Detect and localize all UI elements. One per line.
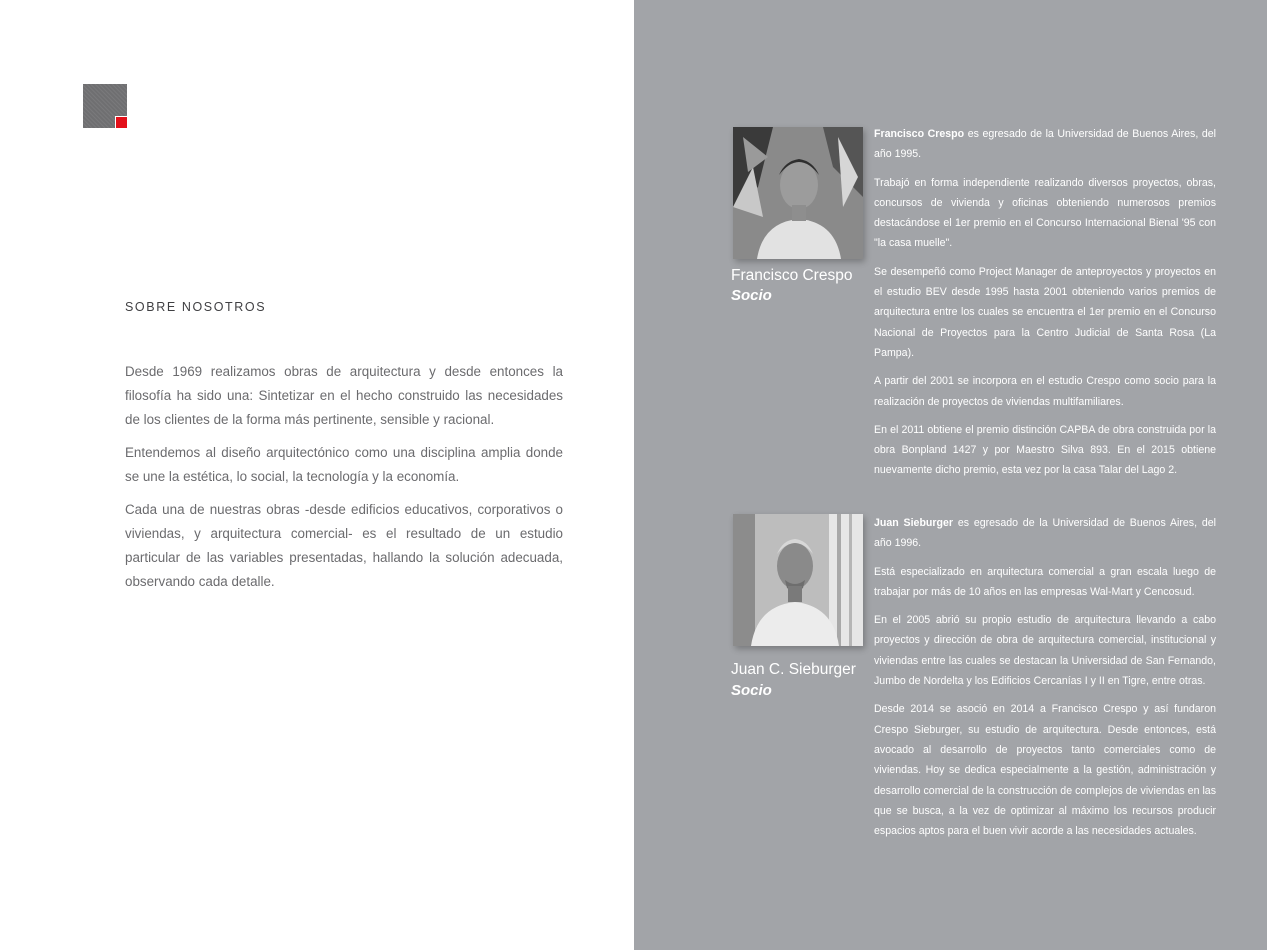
bio-paragraph [874,513,1216,554]
partner-photo-francisco [733,127,863,259]
logo-red-square [115,116,127,128]
bio-paragraph: A partir del 2001 se incorpora en el estudio Crespo como socio para la realización de proyectos de viviendas multifamiliares. [874,375,1216,408]
bio-name: Francisco Crespo [874,128,965,140]
bio-paragraph: Se desempeñó como Project Manager de anteproyectos y proyectos en el estudio BEV desde 1995 hasta 2001 obteniendo varios premios de arquitectura entre los cuales se encuentra el 1er premio en el Concurso Nacional de Proyectos para la Centro Judicial de Santa Rosa (La Pampa). [874,265,1216,359]
bio-paragraph: Está especializado en arquitectura comercial a gran escala luego de trabajar por más de 10 años en las empresas Wal-Mart y Cencosud. [874,565,1216,598]
bio-paragraph: Desde 2014 se asoció en 2014 a Francisco Crespo y así fundaron Crespo Sieburger, su estudio de arquitectura. Desde entonces, está avocado al desarrollo de proyectos tanto comerciales como de viviendas. Hoy se dedica especialmente a la gestión, administración y desarrollo comercial de la construcción de complejos de viviendas en las que se busca, a la vez de optimizar al máximo los recursos producir espacios aptos para el buen vivir acorde a las necesidades actuales. [874,703,1216,838]
bio-paragraph: En el 2005 abrió su propio estudio de arquitectura llevando a cabo proyectos y dirección de obra de arquitectura comercial, institucional y viviendas entre las cuales se destacan la Universidad de San Fernando, Jumbo de Nordelta y los Edificios Cercanías I y II en Tigre, entre otras. [874,614,1216,688]
bio-name: Juan Sieburger [874,517,953,529]
partner-name: Francisco Crespo [731,267,853,284]
partner-photo-juan [733,514,863,646]
section-heading: SOBRE NOSOTROS [125,300,267,314]
partner-bio [874,124,1216,489]
intro-paragraph: Desde 1969 realizamos obras de arquitectura y desde entonces la filosofía ha sido una: Sintetizar en el hecho construido las necesidades de los clientes de la forma más pertinente, sensible y racional. [125,364,563,427]
partner-role: Socio [731,682,772,699]
intro-text [125,360,563,603]
bio-paragraph [874,124,1216,165]
partner-role: Socio [731,287,772,304]
partner-bio [874,513,1216,849]
intro-paragraph: Cada una de nuestras obras -desde edificios educativos, corporativos o viviendas, y arquitectura comercial- es el resultado de un estudio particular de las variables presentadas, hallando la solución adecuada, observando cada detalle. [125,502,563,589]
bio-lead: es egresado de la Universidad de Buenos Aires, del año 1996. [874,517,1216,550]
bio-paragraph: En el 2011 obtiene el premio distinción CAPBA de obra construida por la obra Bonpland 1427 y por Maestro Silva 893. En el 2015 obtiene nuevamente dicho premio, esta vez por la casa Talar del Lago 2. [874,423,1216,477]
bio-lead: es egresado de la Universidad de Buenos Aires, del año 1995. [874,128,1216,161]
logo [83,84,127,128]
partner-name: Juan C. Sieburger [731,661,856,678]
intro-paragraph: Entendemos al diseño arquitectónico como una disciplina amplia donde se une la estética, lo social, la tecnología y la economía. [125,445,563,484]
bio-paragraph: Trabajó en forma independiente realizando diversos proyectos, obras, concursos de vivienda y oficinas obteniendo numerosos premios destacándose el 1er premio en el Concurso Internacional Bienal '95 con "la casa muelle". [874,176,1216,250]
